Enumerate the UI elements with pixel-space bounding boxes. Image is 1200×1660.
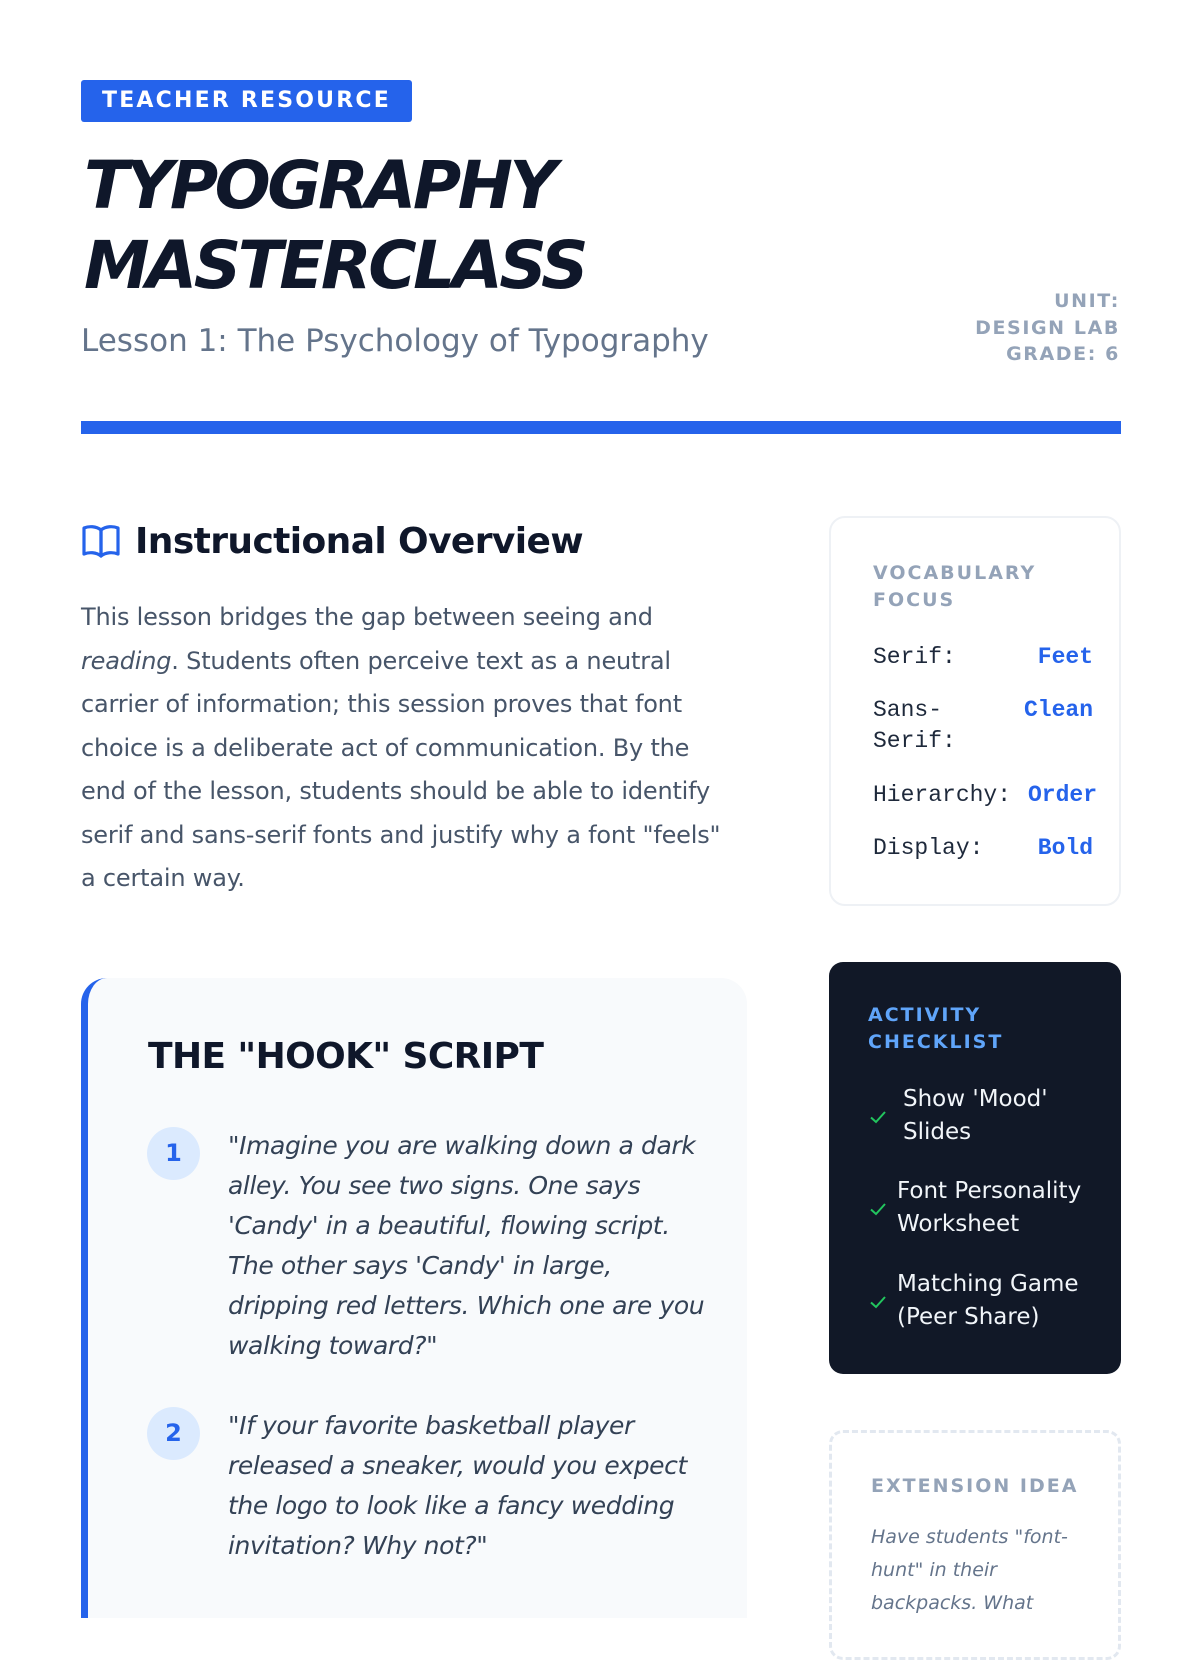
check-icon	[868, 1199, 888, 1219]
vocab-term: Sans-Serif:	[873, 697, 956, 754]
overview-title: Instructional Overview	[135, 520, 583, 562]
overview-heading	[81, 518, 583, 564]
hook-title: THE "HOOK" SCRIPT	[148, 1036, 544, 1077]
extension-label: EXTENSION IDEA	[871, 1475, 1079, 1497]
checklist-item-label: Matching Game (Peer Share)	[897, 1271, 1079, 1330]
grade-label: GRADE: 6	[1006, 343, 1120, 365]
overview-body-suffix: . Students often perceive text as a neutral carrier of information; this session proves that font choice is a deliberate act of communication. By the end of the lesson, students should be able to identify serif and sans-serif fonts and justify why a font "feels" a certain way.	[81, 646, 721, 892]
overview-body-emphasis: reading	[81, 646, 172, 675]
hook-step-text: "If your favorite basketball player released a sneaker, would you expect the logo to look like a fancy wedding invitation? Why not?"	[228, 1411, 687, 1560]
extension-idea-card	[829, 1430, 1121, 1660]
unit-value: DESIGN LAB	[975, 316, 1120, 339]
step-number-badge: 2	[147, 1407, 200, 1460]
title-line-2: MASTERCLASS	[84, 227, 586, 304]
hook-step-text: "Imagine you are walking down a dark alley. You see two signs. One says 'Candy' in a beautiful, flowing script. The other says 'Candy' in large, dripping red letters. Which one are you walking toward?"	[228, 1131, 705, 1360]
check-icon	[868, 1292, 888, 1312]
vocab-definition: Order	[1027, 782, 1097, 808]
overview-body	[81, 596, 741, 901]
vocab-definition: Bold	[1037, 835, 1093, 861]
checklist-item-label: Font Personality Worksheet	[897, 1178, 1082, 1237]
checklist-item[interactable]	[868, 1268, 1103, 1336]
hook-script-card	[81, 978, 747, 1618]
step-number-badge: 1	[147, 1127, 200, 1180]
lesson-subtitle: Lesson 1: The Psychology of Typography	[81, 323, 709, 359]
title-line-1: TYPOGRAPHY	[84, 147, 554, 224]
vocab-definition: Feet	[1037, 644, 1093, 670]
unit-label: UNIT:	[1054, 290, 1120, 312]
vocab-term: Hierarchy:	[873, 782, 1012, 808]
header-divider	[81, 421, 1121, 434]
extension-text: Have students "font-hunt" in their backpacks. What	[871, 1526, 1068, 1614]
page-title	[84, 146, 585, 306]
book-icon	[81, 523, 121, 559]
vocab-definition: Clean	[1023, 697, 1093, 723]
vocabulary-label: VOCABULARY FOCUS	[873, 562, 1037, 611]
vocabulary-card	[829, 516, 1121, 906]
check-icon	[868, 1107, 888, 1127]
checklist-label: ACTIVITY CHECKLIST	[868, 1004, 1004, 1053]
checklist-item[interactable]	[868, 1175, 1103, 1243]
overview-body-prefix: This lesson bridges the gap between seeing and	[81, 603, 653, 631]
resource-badge: TEACHER RESOURCE	[81, 80, 412, 122]
vocab-term: Display:	[873, 835, 984, 861]
checklist-item-label: Show 'Mood' Slides	[903, 1086, 1048, 1145]
vocab-term: Serif:	[873, 644, 956, 670]
checklist-item[interactable]	[868, 1083, 1103, 1151]
activity-checklist-card	[829, 962, 1121, 1374]
unit-info	[975, 288, 1120, 368]
